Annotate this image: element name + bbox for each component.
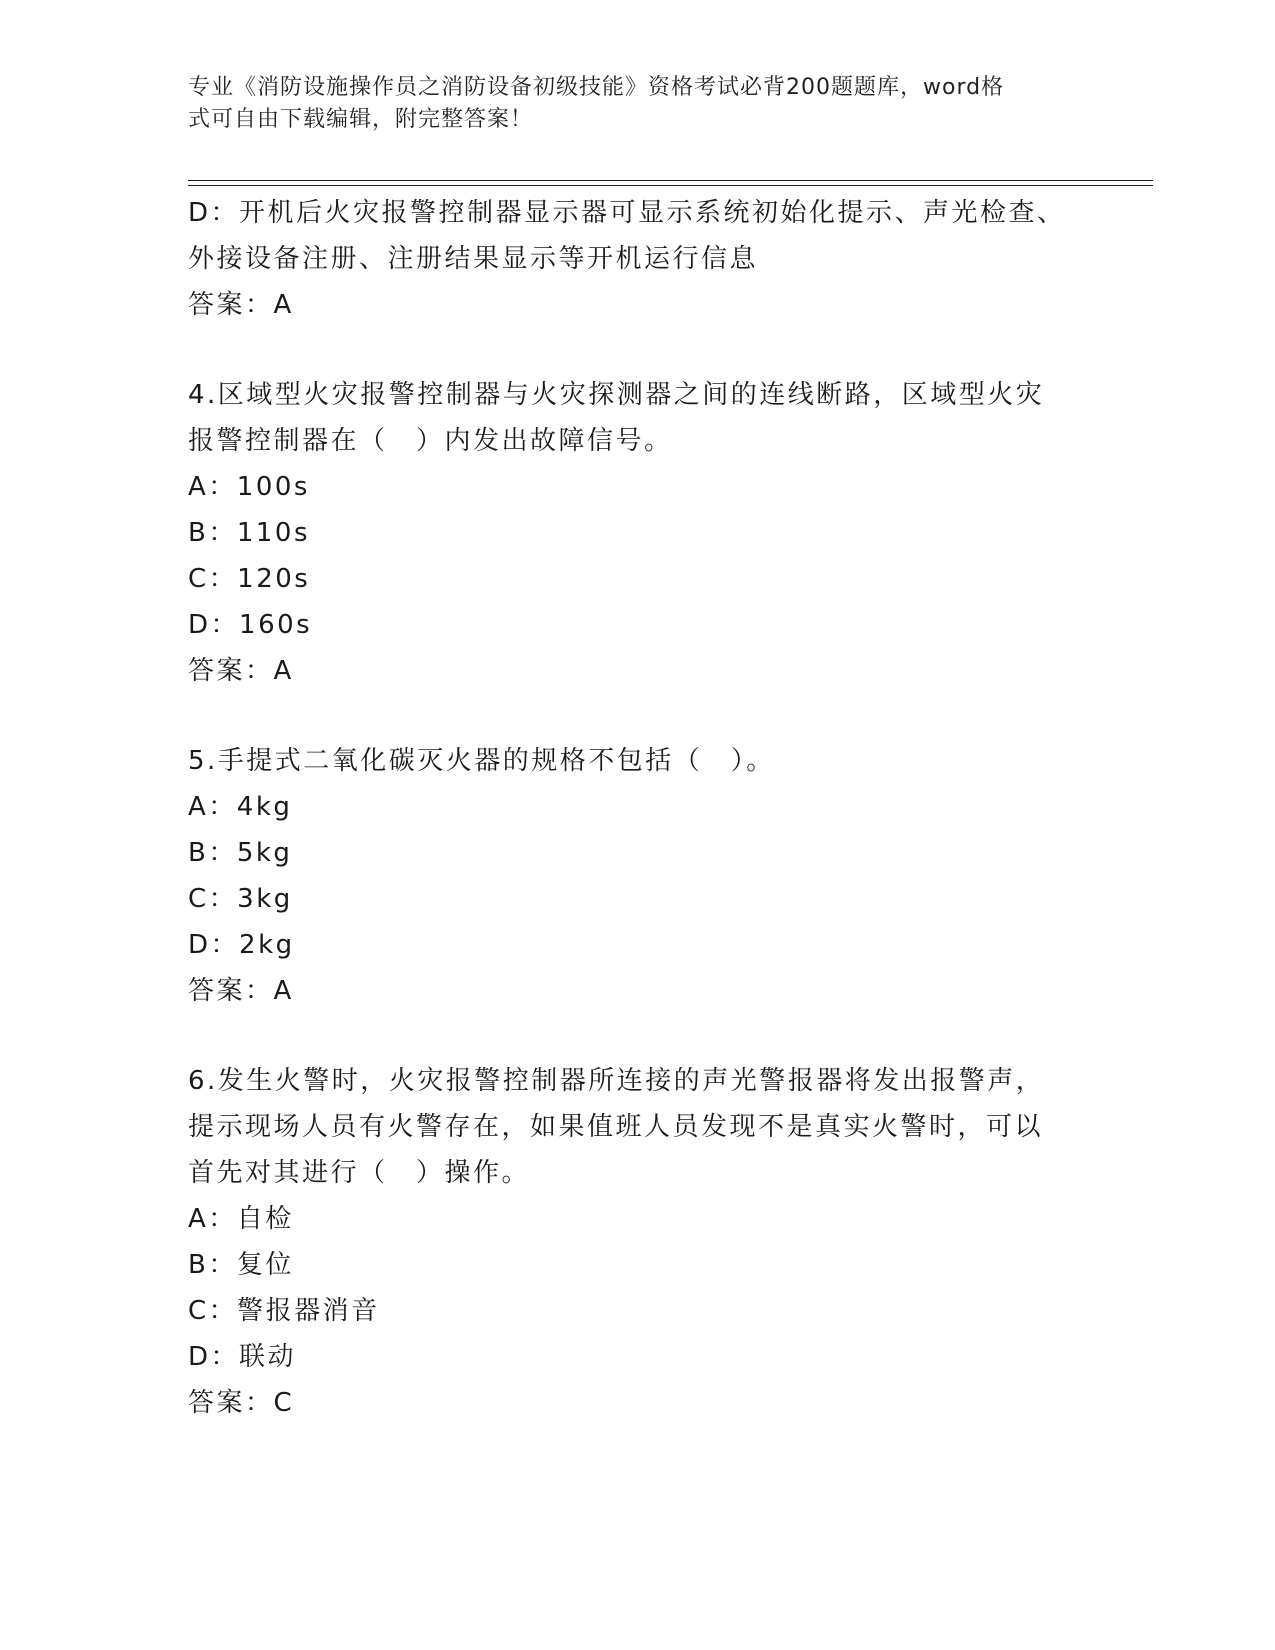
document-header	[188, 72, 1068, 136]
header-rule-bottom	[188, 185, 1153, 186]
option-b: B：复位	[188, 1250, 294, 1280]
option-b: B：5kg	[188, 838, 293, 868]
answer: 答案：C	[188, 1388, 295, 1418]
option-c: C：120s	[188, 564, 311, 594]
question-6	[188, 1058, 1078, 1426]
option-d: D：2kg	[188, 930, 295, 960]
question-stem-line-1: 5.手提式二氧化碳灭火器的规格不包括（ ）。	[188, 746, 775, 776]
answer: 答案：A	[188, 976, 294, 1006]
header-rule-top	[188, 180, 1153, 181]
option-c: C：3kg	[188, 884, 293, 914]
question-list	[188, 190, 1078, 1426]
option-b: B：110s	[188, 518, 311, 548]
option-a: A：100s	[188, 472, 310, 502]
header-line-1: 专业《消防设施操作员之消防设备初级技能》资格考试必背200题题库，word格	[188, 75, 1005, 100]
answer: 答案：A	[188, 290, 294, 320]
option-a: A：4kg	[188, 792, 293, 822]
question-spacer	[188, 694, 1078, 738]
option-d: D：联动	[188, 1342, 297, 1372]
question-stem-line-2: 提示现场人员有火警存在，如果值班人员发现不是真实火警时，可以	[188, 1112, 1044, 1142]
option-d: D：160s	[188, 610, 313, 640]
question-4	[188, 372, 1078, 694]
question-stem-line-2: 报警控制器在（ ）内发出故障信号。	[188, 426, 673, 456]
option-d-line-2: 外接设备注册、注册结果显示等开机运行信息	[188, 244, 759, 274]
option-d-line-1: D：开机后火灾报警控制器显示器可显示系统初始化提示、声光检查、	[188, 198, 1066, 228]
question-spacer	[188, 1014, 1078, 1058]
question-stem-line-1: 4.区域型火灾报警控制器与火灾探测器之间的连线断路，区域型火灾	[188, 380, 1045, 410]
question-stem-line-3: 首先对其进行（ ）操作。	[188, 1158, 531, 1188]
question-spacer	[188, 328, 1078, 372]
header-line-2: 式可自由下载编辑，附完整答案！	[188, 107, 534, 132]
option-c: C：警报器消音	[188, 1296, 380, 1326]
question-3-tail	[188, 190, 1078, 328]
question-stem-line-1: 6.发生火警时，火灾报警控制器所连接的声光警报器将发出报警声，	[188, 1066, 1045, 1096]
answer: 答案：A	[188, 656, 294, 686]
option-a: A：自检	[188, 1204, 294, 1234]
question-5	[188, 738, 1078, 1014]
